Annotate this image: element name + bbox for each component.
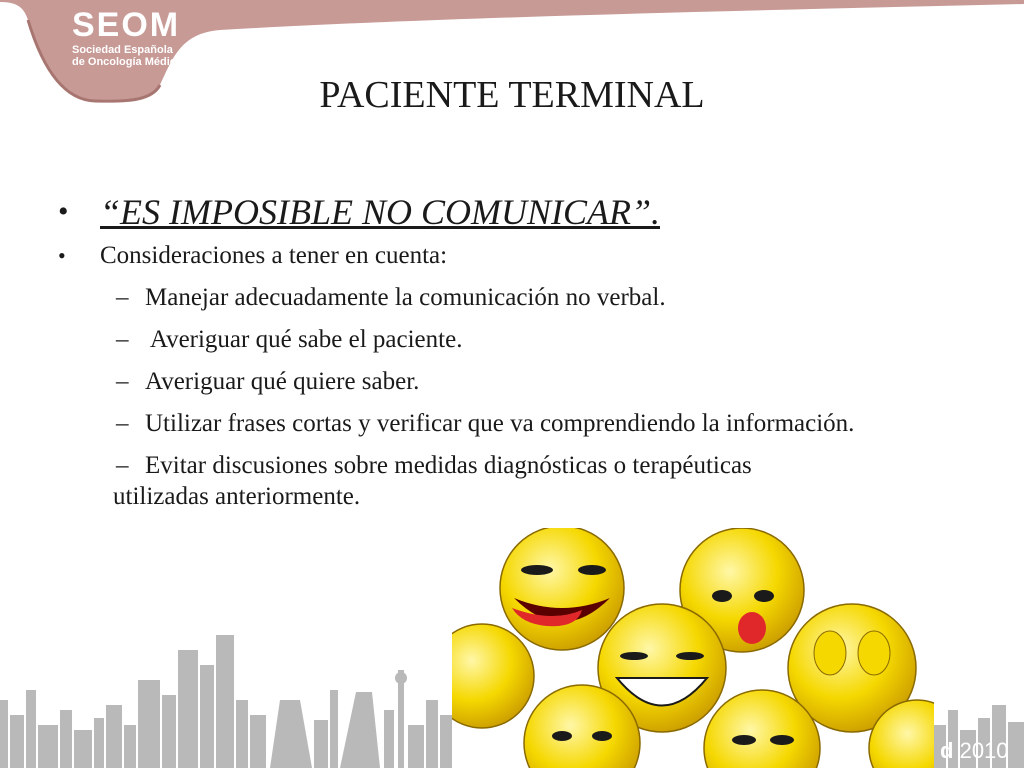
list-item <box>58 366 925 397</box>
bullet-list <box>58 190 958 512</box>
watermark-letter: d <box>940 738 954 763</box>
logo-line2: de Oncología Médica <box>72 56 183 68</box>
list-item <box>58 282 925 313</box>
considerations-text: Consideraciones a tener en cuenta: <box>100 242 448 269</box>
list-item-text: Manejar adecuadamente la comunicación no verbal. <box>145 284 666 311</box>
seom-logo <box>72 6 182 68</box>
list-item-text: Averiguar qué quiere saber. <box>145 368 420 395</box>
bullet-dot: • <box>58 195 69 228</box>
dash-bullet: – <box>116 410 129 437</box>
list-item <box>58 408 925 439</box>
list-item-text: Utilizar frases cortas y verificar que va comprendiendo la información. <box>145 410 855 437</box>
year-watermark <box>940 738 1009 764</box>
list-item <box>58 450 925 481</box>
dash-bullet: – <box>116 284 129 311</box>
main-bullet <box>58 190 958 234</box>
list-item <box>58 324 925 355</box>
slide-title: PACIENTE TERMINAL <box>319 74 705 116</box>
emoji-faces-image <box>452 528 934 768</box>
bullet-dot: • <box>58 243 66 268</box>
list-item-text: Averiguar qué sabe el paciente. <box>145 326 463 353</box>
watermark-year: 2010 <box>959 738 1009 763</box>
dash-bullet: – <box>116 368 129 395</box>
main-bullet-text: “ES IMPOSIBLE NO COMUNICAR”. <box>100 192 660 232</box>
dash-bullet: – <box>116 326 129 353</box>
list-item-text: Evitar discusiones sobre medidas diagnósticas o terapéuticas <box>145 452 752 479</box>
considerations-bullet <box>58 240 958 271</box>
logo-line1: Sociedad Española <box>72 44 173 56</box>
list-item-continuation: utilizadas anteriormente. <box>113 483 361 510</box>
dash-bullet: – <box>116 452 129 479</box>
logo-name: SEOM <box>72 6 181 44</box>
